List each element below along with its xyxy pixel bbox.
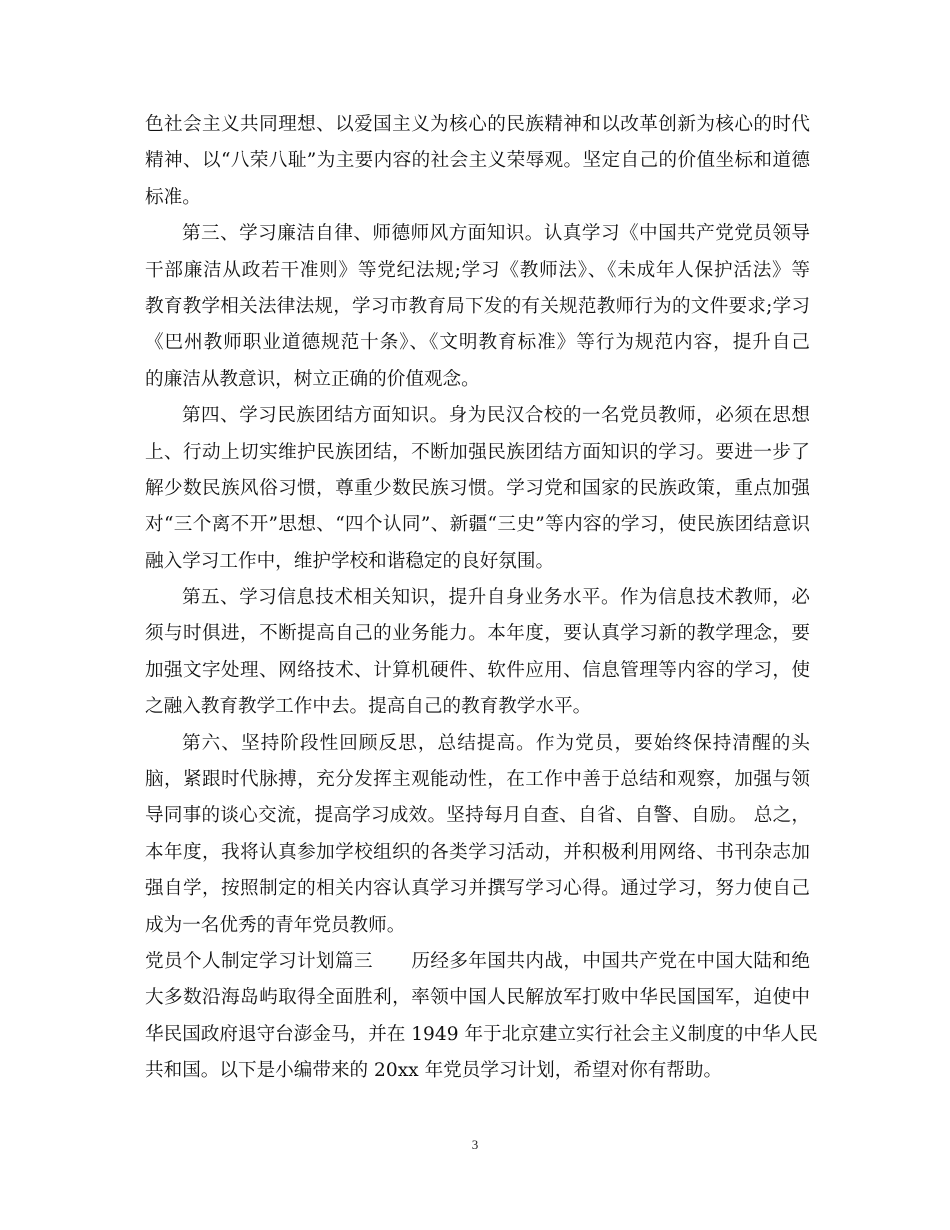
paragraph-5-line-5: 强自学，按照制定的相关内容认真学习并撰写学习心得。通过学习，努力使自己 — [145, 878, 810, 900]
page-number: 3 — [471, 1137, 479, 1152]
paragraph-5-line-6: 成为一名优秀的青年党员教师。 — [145, 914, 406, 936]
section-line-3: 华民国政府退守台澎金马，并在 1949 年于北京建立实行社会主义制度的中华人民 — [145, 1023, 818, 1045]
paragraph-4-line-4: 之融入教育教学工作中去。提高自己的教育教学水平。 — [145, 696, 592, 718]
paragraph-3-line-1: 第四、学习民族团结方面知识。身为民汉合校的一名党员教师，必须在思想 — [182, 405, 810, 427]
paragraph-3-line-3: 解少数民族风俗习惯，尊重少数民族习惯。学习党和国家的民族政策，重点加强 — [145, 477, 810, 499]
document-body — [145, 107, 818, 1090]
paragraph-4-line-3: 加强文字处理、网络技术、计算机硬件、软件应用、信息管理等内容的学习，使 — [145, 659, 810, 681]
paragraph-1-line-3: 标准。 — [145, 186, 201, 208]
paragraph-2-line-5: 的廉洁从教意识，树立正确的价值观念。 — [145, 368, 480, 390]
paragraph-2-line-2: 干部廉洁从政若干准则》等党纪法规;学习《教师法》、《未成年人保护活法》等 — [145, 259, 810, 281]
section-line-2: 大多数沿海岛屿取得全面胜利，率领中国人民解放军打败中华民国国军，迫使中 — [145, 987, 810, 1009]
paragraph-3-line-5: 融入学习工作中，维护学校和谐稳定的良好氛围。 — [145, 550, 555, 572]
section-first-line: 历经多年国共内战，中国共产党在中国大陆和绝 — [411, 950, 810, 972]
section-heading-line — [145, 944, 810, 980]
paragraph-3-line-2: 上、行动上切实维护民族团结，不断加强民族团结方面知识的学习。要进一步了 — [145, 441, 810, 463]
paragraph-5-line-1: 第六、坚持阶段性回顾反思，总结提高。作为党员，要始终保持清醒的头 — [182, 732, 810, 754]
paragraph-2-line-3: 教育教学相关法律法规，学习市教育局下发的有关规范教师行为的文件要求;学习 — [145, 295, 810, 317]
paragraph-4-line-1: 第五、学习信息技术相关知识，提升自身业务水平。作为信息技术教师，必 — [182, 587, 810, 609]
paragraph-4-line-2: 须与时俱进，不断提高自己的业务能力。本年度，要认真学习新的教学理念，要 — [145, 623, 810, 645]
paragraph-5-line-2: 脑，紧跟时代脉搏，充分发挥主观能动性，在工作中善于总结和观察，加强与领 — [145, 769, 810, 791]
paragraph-5-line-3: 导同事的谈心交流，提高学习成效。坚持每月自查、自省、自警、自励。 总之， — [145, 805, 810, 827]
paragraph-2-line-4: 《巴州教师职业道德规范十条》、《文明教育标准》等行为规范内容，提升自己 — [145, 332, 810, 354]
paragraph-3-line-4: 对“三个离不开”思想、“四个认同”、新疆“三史”等内容的学习，使民族团结意识 — [145, 514, 810, 536]
paragraph-1-line-2: 精神、以“八荣八耻”为主要内容的社会主义荣辱观。坚定自己的价值坐标和道德 — [145, 150, 810, 172]
paragraph-1-line-1: 色社会主义共同理想、以爱国主义为核心的民族精神和以改革创新为核心的时代 — [145, 114, 810, 135]
section-line-4: 共和国。以下是小编带来的 20xx 年党员学习计划，希望对你有帮助。 — [145, 1060, 723, 1082]
paragraph-2-line-1: 第三、学习廉洁自律、师德师风方面知识。认真学习《中国共产党党员领导 — [182, 223, 810, 245]
paragraph-5-line-4: 本年度，我将认真参加学校组织的各类学习活动，并积极利用网络、书刊杂志加 — [145, 841, 810, 863]
section-heading: 党员个人制定学习计划篇三 — [145, 950, 373, 972]
